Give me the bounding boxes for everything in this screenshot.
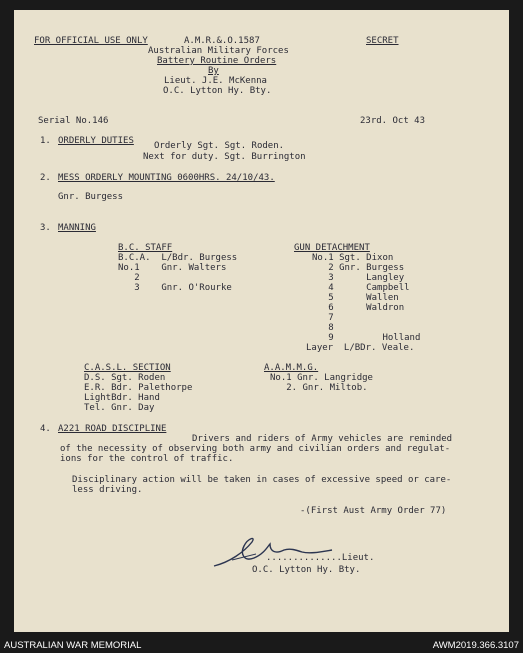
disciplinary-text: less driving. xyxy=(72,485,143,495)
bc-staff-row: 2 xyxy=(118,273,140,283)
orderly-sergeant: Orderly Sgt. Sgt. Roden. xyxy=(154,141,285,151)
section-3-number: 3. xyxy=(40,223,51,233)
gun-detachment-row: 3 Langley xyxy=(312,273,405,283)
order-date: 23rd. Oct 43 xyxy=(360,116,426,126)
section-1-number: 1. xyxy=(40,136,51,146)
gun-detachment-row: 2 Gnr. Burgess xyxy=(312,263,405,273)
gun-detachment-row: 9 Holland xyxy=(312,333,421,343)
section-2-number: 2. xyxy=(40,173,51,183)
road-discipline-text: of the necessity of observing both army and civilian orders and regulat- xyxy=(60,444,451,454)
casl-row: LightBdr. Hand xyxy=(84,393,160,403)
classification-left: FOR OFFICIAL USE ONLY xyxy=(34,36,148,46)
gun-detachment-row: 7 xyxy=(312,313,334,323)
gun-detachment-row: No.1 Sgt. Dixon xyxy=(312,253,394,263)
order-reference: -(First Aust Army Order 77) xyxy=(300,506,447,516)
reference-number: A.M.R.&.O.1587 xyxy=(184,36,260,46)
archive-footer xyxy=(0,639,523,653)
officer-name: Lieut. J.E. McKenna xyxy=(164,76,267,86)
casl-row: Tel. Gnr. Day xyxy=(84,403,155,413)
classification-right: SECRET xyxy=(366,36,399,46)
by-label: By xyxy=(208,66,219,76)
footer-accession-number: AWM2019.366.3107 xyxy=(432,640,519,651)
section-4-title: A221 ROAD DISCIPLINE xyxy=(58,424,167,434)
signature-unit: O.C. Lytton Hy. Bty. xyxy=(252,565,361,575)
serial-number: Serial No.146 xyxy=(38,116,109,126)
road-discipline-text: Drivers and riders of Army vehicles are reminded xyxy=(192,434,453,444)
gun-detachment-row: Layer L/BDr. Veale. xyxy=(306,343,415,353)
section-4-number: 4. xyxy=(40,424,51,434)
casl-row: E.R. Bdr. Palethorpe xyxy=(84,383,193,393)
signature-line: ..............Lieut. xyxy=(266,553,375,563)
mess-orderly-name: Gnr. Burgess xyxy=(58,192,124,202)
gun-detachment-heading: GUN DETACHMENT xyxy=(294,243,370,253)
section-2-title: MESS ORDERLY MOUNTING 0600HRS. 24/10/43. xyxy=(58,173,275,183)
footer-institution: AUSTRALIAN WAR MEMORIAL xyxy=(4,640,142,651)
gun-detachment-row: 5 Wallen xyxy=(312,293,399,303)
order-title: Battery Routine Orders xyxy=(157,56,277,66)
next-for-duty: Next for duty. Sgt. Burrington xyxy=(143,152,306,162)
casl-heading: C.A.S.L. SECTION xyxy=(84,363,171,373)
org-name: Australian Military Forces xyxy=(148,46,289,56)
gun-detachment-row: 6 Waldron xyxy=(312,303,405,313)
section-3-title: MANNING xyxy=(58,223,96,233)
document-page xyxy=(14,10,509,632)
bc-staff-row: 3 Gnr. O'Rourke xyxy=(118,283,232,293)
aamg-row: No.1 Gnr. Langridge xyxy=(270,373,373,383)
gun-detachment-row: 8 xyxy=(312,323,334,333)
casl-row: D.S. Sgt. Roden xyxy=(84,373,166,383)
aamg-row: 2. Gnr. Miltob. xyxy=(270,383,368,393)
disciplinary-text: Disciplinary action will be taken in cases of excessive speed or care- xyxy=(72,475,452,485)
unit-name: O.C. Lytton Hy. Bty. xyxy=(163,86,272,96)
aamg-heading: A.A.M.M.G. xyxy=(264,363,319,373)
bc-staff-heading: B.C. STAFF xyxy=(118,243,173,253)
section-1-title: ORDERLY DUTIES xyxy=(58,136,134,146)
gun-detachment-row: 4 Campbell xyxy=(312,283,410,293)
bc-staff-row: No.1 Gnr. Walters xyxy=(118,263,227,273)
bc-staff-row: B.C.A. L/Bdr. Burgess xyxy=(118,253,238,263)
road-discipline-text: ions for the control of traffic. xyxy=(60,454,234,464)
